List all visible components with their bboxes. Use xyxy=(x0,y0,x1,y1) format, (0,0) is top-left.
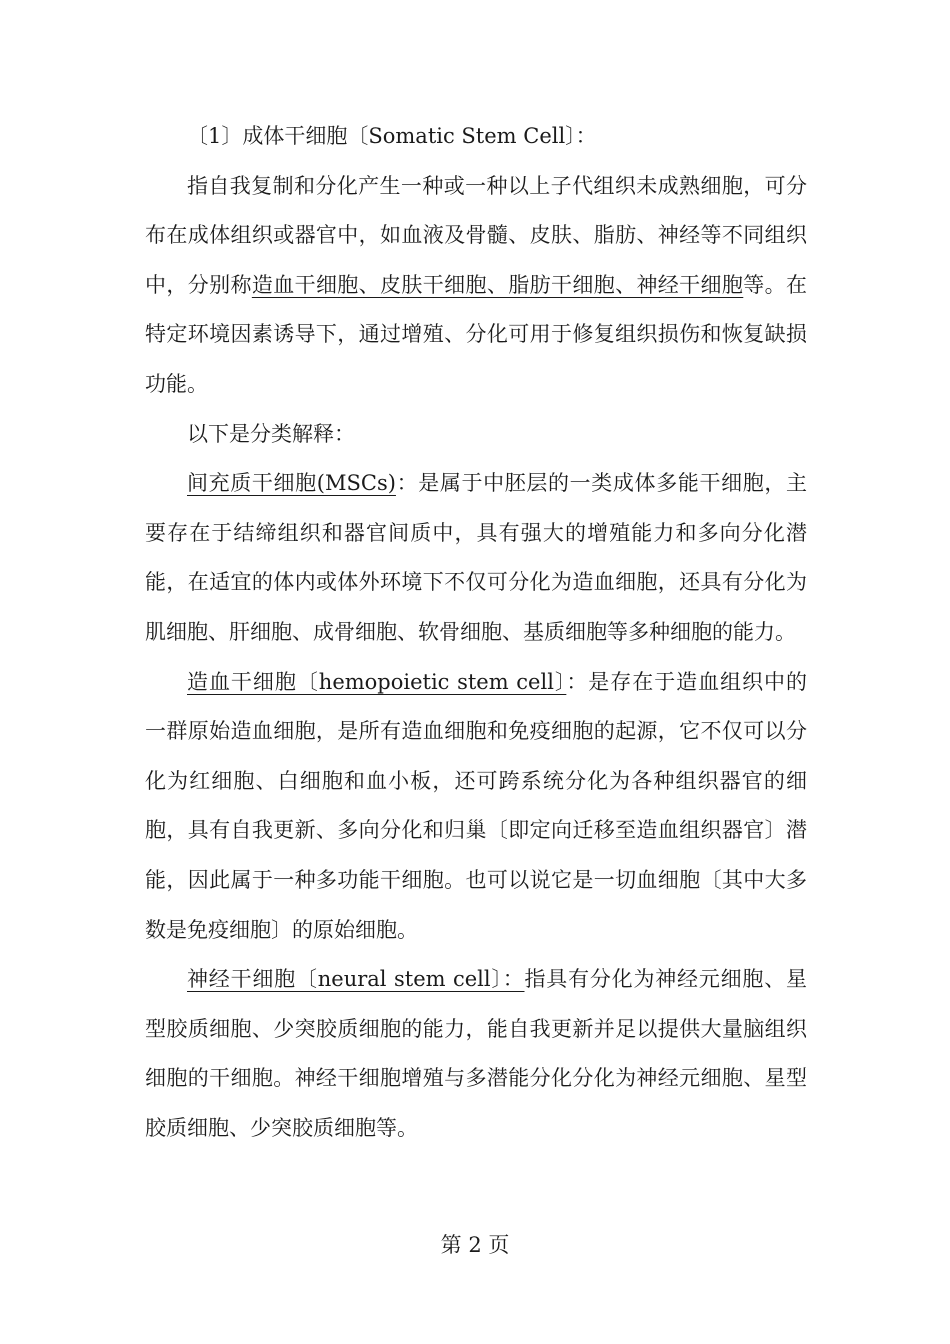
hsc-text: ：是存在于造血组织中的一群原始造血细胞，是所有造血细胞和免疫细胞的起源，它不仅可以分化为红细胞、白细胞和血小板，还可跨系统分化为各种组织器官的细胞，具有自我更新、多向分化和归巢〔即定向迁移至造血组织器官〕潜能，因此属于一种多功能干细胞。也可以说它是一切血细胞〔其中大多数是免疫细胞〕的原始细胞。 xyxy=(145,669,807,942)
page-number: 第 2 页 xyxy=(440,1233,510,1257)
msc-term: 间充质干细胞(MSCs) xyxy=(187,471,396,496)
classification-intro-text: 以下是分类解释： xyxy=(187,421,355,446)
classification-intro xyxy=(145,410,807,460)
section-heading xyxy=(145,112,807,162)
hsc-term: 造血干细胞〔hemopoietic stem cell〕 xyxy=(187,669,567,694)
msc-text: ：是属于中胚层的一类成体多能干细胞，主要存在于结缔组织和器官间质中，具有强大的增殖能力和多向分化潜能，在适宜的体内或体外环境下不仅可分化为造血细胞，还具有分化为肌细胞、肝细胞、成骨细胞、软骨细胞、基质细胞等多种细胞的能力。 xyxy=(145,471,808,644)
nsc-paragraph xyxy=(145,955,807,1153)
intro-paragraph xyxy=(145,162,807,410)
section-heading-text: 〔1〕成体干细胞〔Somatic Stem Cell〕： xyxy=(187,124,597,148)
nsc-text: 指具有分化为神经元细胞、星型胶质细胞、少突胶质细胞的能力，能自我更新并足以提供大量脑组织细胞的干细胞。神经干细胞增殖与多潜能分化分化为神经元细胞、星型胶质细胞、少突胶质细胞等。 xyxy=(145,967,808,1140)
nsc-term: 神经干细胞〔neural stem cell〕： xyxy=(187,967,525,992)
intro-underlined-terms: 造血干细胞、皮肤干细胞、脂肪干细胞、神经干细胞 xyxy=(251,272,744,297)
msc-paragraph xyxy=(145,459,807,657)
document-body xyxy=(145,112,807,1153)
intro-text-before: 指自我复制和分化产生一种或一种以上子代组织未成熟细胞，可分布在成体组织或器官中，如血液及骨髓、皮肤、脂肪、神经等不同组织中，分别称 xyxy=(145,173,807,297)
hsc-paragraph xyxy=(145,658,807,956)
intro-text-after: 等。在特定环境因素诱导下，通过增殖、分化可用于修复组织损伤和恢复缺损功能。 xyxy=(145,272,808,396)
